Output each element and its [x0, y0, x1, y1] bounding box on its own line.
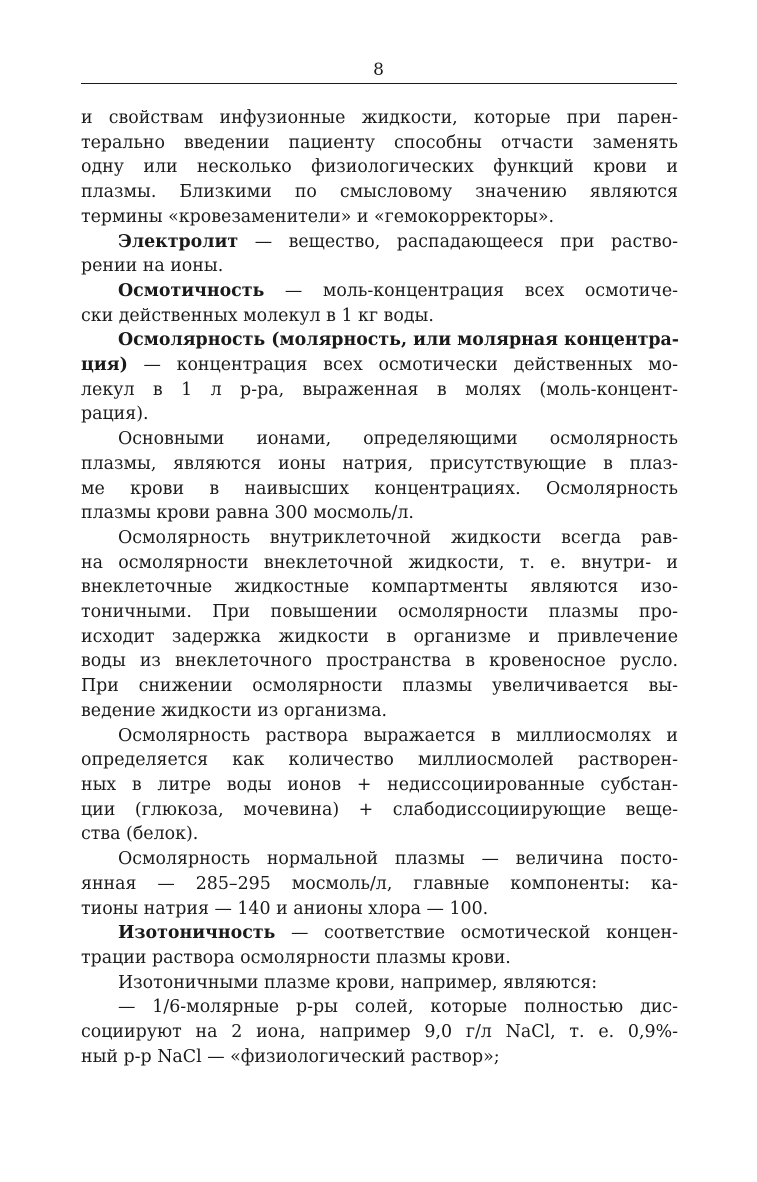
line-text: плазмы, являются ионы натрия, присутствующие в плаз-	[81, 453, 678, 474]
text-line	[81, 822, 678, 847]
text-line	[81, 279, 678, 304]
line-text: внеклеточные жидкостные компартменты являются изо-	[81, 577, 678, 598]
line-text: исходит задержка жидкости в организме и привлечение	[81, 626, 678, 647]
text-line	[81, 155, 678, 180]
line-text: тоничными. При повышении осмолярности плазмы про-	[81, 602, 678, 623]
text-line	[81, 131, 678, 156]
text-line	[81, 995, 678, 1020]
term-bold: ция)	[81, 355, 128, 376]
line-text: — 1/6-молярные р-ры солей, которые полностью дис-	[118, 997, 678, 1018]
text-line	[81, 551, 678, 576]
text-line	[81, 773, 678, 798]
line-text: Осмолярность нормальной плазмы — величина посто-	[118, 849, 678, 870]
text-line	[81, 254, 678, 279]
text-line	[81, 674, 678, 699]
text-line	[81, 625, 678, 650]
line-text: рация).	[81, 404, 149, 425]
line-text: определяется как количество миллиосмолей растворен-	[81, 750, 678, 771]
text-line	[81, 205, 678, 230]
text-line	[81, 378, 678, 403]
line-text: рении на ионы.	[81, 256, 224, 277]
text-line	[81, 946, 678, 971]
text-line	[81, 328, 678, 353]
text-line	[81, 353, 678, 378]
line-text: ства (белок).	[81, 824, 199, 845]
text-line	[81, 575, 678, 600]
line-text: одну или несколько физиологических функций крови и	[81, 157, 678, 178]
page-number: 8	[373, 60, 384, 80]
line-text: плазмы. Близкими по смысловому значению являются	[81, 182, 678, 203]
text-line	[81, 1020, 678, 1045]
line-text: При снижении осмолярности плазмы увеличивается вы-	[81, 676, 678, 697]
header-rule	[81, 83, 677, 84]
text-line	[81, 699, 678, 724]
line-text: Изотоничными плазме крови, например, являются:	[118, 972, 598, 993]
line-text: плазмы крови равна 300 мосмоль/л.	[81, 503, 414, 524]
line-text: ных в литре воды ионов + недиссоциированные субстан-	[81, 774, 678, 795]
line-text: янная — 285–295 мосмоль/л, главные компоненты: ка-	[81, 873, 678, 894]
line-text: — соответствие осмотической концен-	[275, 923, 678, 944]
text-line	[81, 501, 678, 526]
line-text: — моль-концентрация всех осмотиче-	[264, 280, 678, 301]
line-text: Осмолярность внутриклеточной жидкости всегда рав-	[118, 527, 678, 548]
text-line	[81, 600, 678, 625]
text-line	[81, 402, 678, 427]
line-text: трации раствора осмолярности плазмы крови.	[81, 947, 511, 968]
line-text: терально введении пациенту способны отчасти заменять	[81, 132, 678, 153]
text-line	[81, 872, 678, 897]
text-line	[81, 649, 678, 674]
line-text: Основными ионами, определяющими осмолярность	[118, 429, 678, 450]
text-line	[81, 477, 678, 502]
line-text: — концентрация всех осмотически действенных мо-	[127, 355, 678, 376]
text-line	[81, 526, 678, 551]
line-text: термины «кровезаменители» и «гемокорректоры».	[81, 206, 555, 227]
text-line	[81, 1045, 678, 1070]
line-text: ции (глюкоза, мочевина) + слабодиссоциирующие веще-	[81, 799, 678, 820]
line-text: ски действенных молекул в 1 кг воды.	[81, 305, 434, 326]
line-text: социируют на 2 иона, например 9,0 г/л NaCl, т. е. 0,9%-	[81, 1022, 678, 1043]
term-bold: Изотоничность	[118, 923, 276, 944]
line-text: воды из внеклеточного пространства в кровеносное русло.	[81, 651, 678, 672]
text-line	[81, 452, 678, 477]
line-text: ный р-р NaCl — «физиологический раствор»;	[81, 1046, 500, 1067]
text-line	[81, 798, 678, 823]
text-line	[81, 106, 678, 131]
line-text: — вещество, распадающееся при раство-	[238, 231, 678, 252]
term-bold: Осмотичность	[118, 280, 265, 301]
text-line	[81, 180, 678, 205]
term-bold: Осмолярность (молярность, или молярная концентра-	[118, 330, 680, 351]
text-line	[81, 921, 678, 946]
text-line	[81, 304, 678, 329]
line-text: и свойствам инфузионные жидкости, которые при парен-	[81, 108, 678, 128]
text-line	[81, 847, 678, 872]
line-text: ведение жидкости из организма.	[81, 700, 387, 721]
line-text: лекул в 1 л р-ра, выраженная в молях (моль-концент-	[81, 379, 678, 400]
text-line	[81, 427, 678, 452]
text-line	[81, 897, 678, 922]
body-text	[81, 106, 678, 1069]
line-text: Осмолярность раствора выражается в миллиосмолях и	[118, 725, 678, 746]
line-text: на осмолярности внеклеточной жидкости, т. е. внутри- и	[81, 552, 678, 573]
line-text: ме крови в наивысших концентрациях. Осмолярность	[81, 478, 678, 499]
term-bold: Электролит	[118, 231, 239, 252]
text-line	[81, 748, 678, 773]
text-line	[81, 230, 678, 255]
text-line	[81, 724, 678, 749]
line-text: тионы натрия — 140 и анионы хлора — 100.	[81, 898, 489, 919]
text-line	[81, 971, 678, 996]
